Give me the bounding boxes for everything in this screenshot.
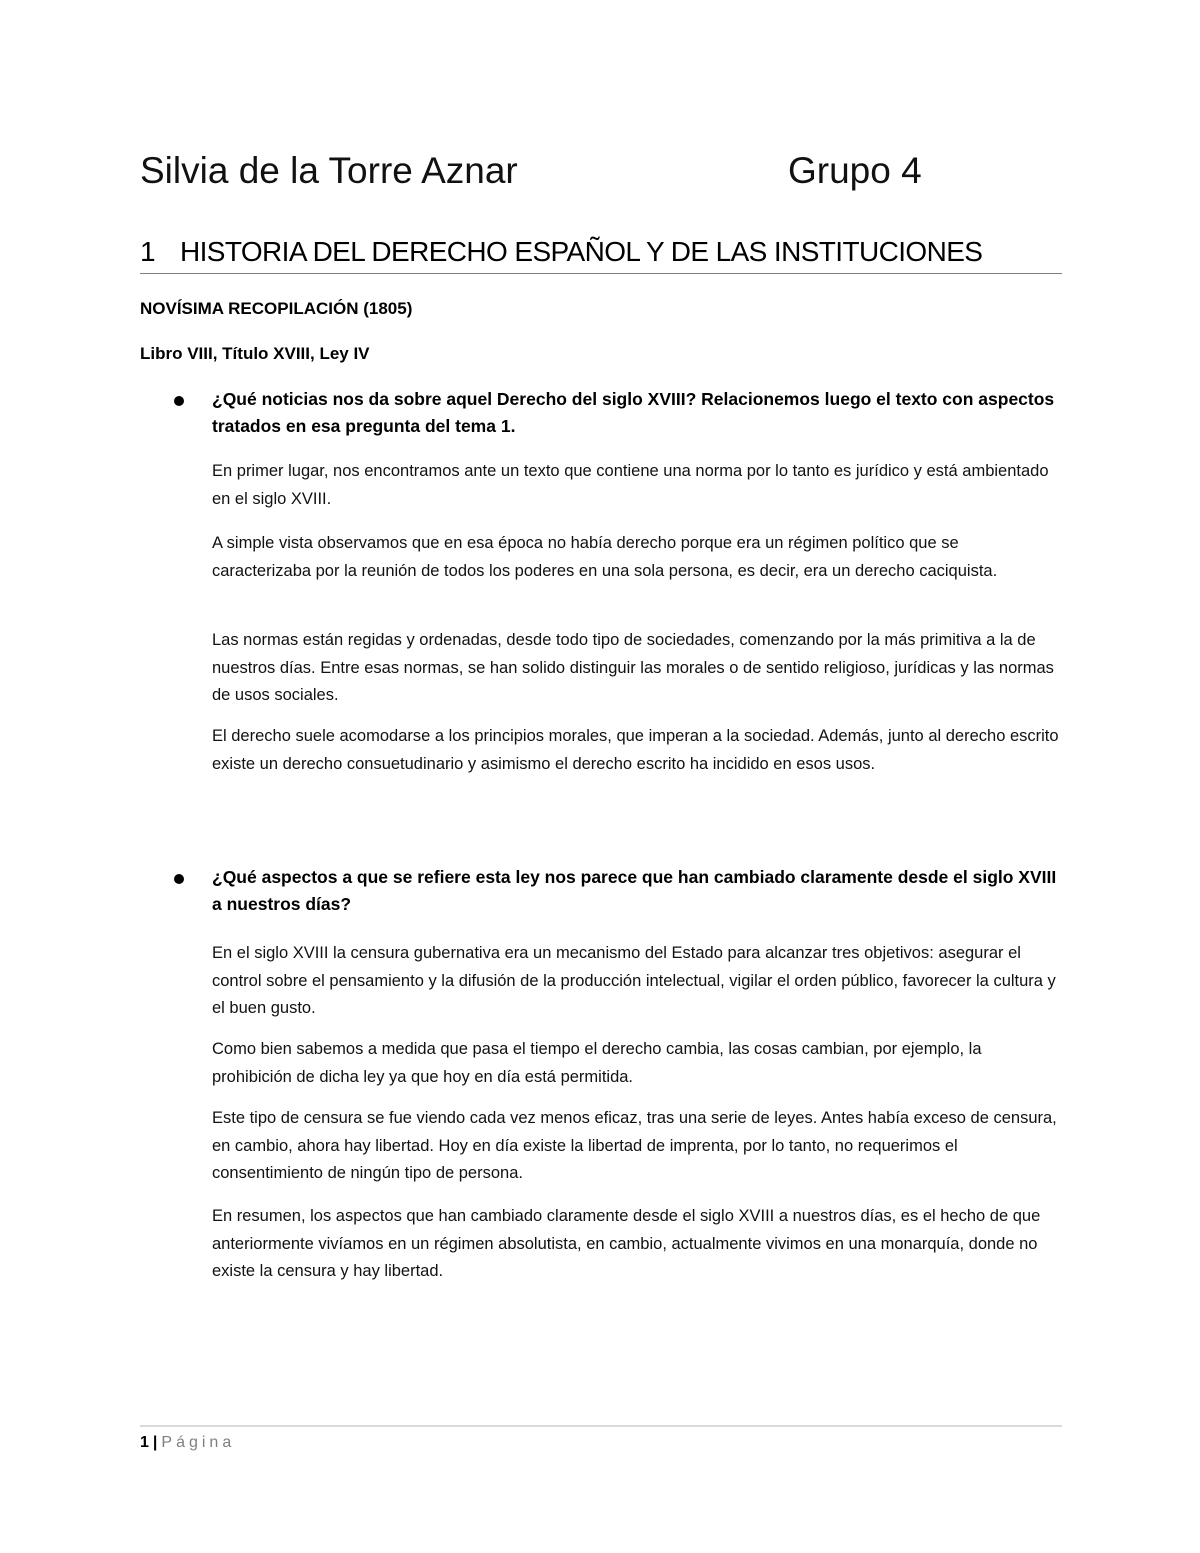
answer-paragraph: En primer lugar, nos encontramos ante un texto que contiene una norma por lo tanto es jurídico y está ambientado en el siglo XVIII. [212, 462, 1049, 508]
heading-title: HISTORIA DEL DERECHO ESPAÑOL Y DE LAS INSTITUCIONES [180, 236, 983, 267]
page-footer [140, 1431, 235, 1455]
page-number: 1 [140, 1434, 149, 1451]
group-label: Grupo 4 [788, 150, 922, 191]
document-title [140, 148, 1060, 194]
answer-paragraph: Las normas están regidas y ordenadas, desde todo tipo de sociedades, comenzando por la más primitiva a la de nuestros días. Entre esas normas, se han solido distinguir las morales o de sentido religioso, jurídicas y las normas de usos sociales. [212, 631, 1054, 704]
answer-paragraph: En el siglo XVIII la censura gubernativa era un mecanismo del Estado para alcanzar tres objetivos: asegurar el control sobre el pensamiento y la difusión de la producción intelectual, vigilar el orden público, favorecer la cultura y el buen gusto. [212, 944, 1056, 1017]
answer-paragraph: A simple vista observamos que en esa época no había derecho porque era un régimen político que se caracterizaba por la reunión de todos los poderes en una sola persona, es decir, era un derecho caciquista. [212, 534, 998, 580]
answer-paragraph: En resumen, los aspectos que han cambiado claramente desde el siglo XVIII a nuestros días, es el hecho de que anteriormente vivíamos en un régimen absolutista, en cambio, actualmente vivimos en una monarquía, donde no existe la censura y hay libertad. [212, 1207, 1041, 1280]
footer-separator: | [152, 1434, 158, 1451]
question-1: ¿Qué noticias nos da sobre aquel Derecho del siglo XVIII? Relacionemos luego el texto con aspectos tratados en esa pregunta del tema 1. [212, 389, 1055, 436]
answer-paragraph: El derecho suele acomodarse a los principios morales, que imperan a la sociedad. Además, junto al derecho escrito existe un derecho consuetudinario y asimismo el derecho escrito ha incidido en esos usos. [212, 727, 1059, 773]
section-heading [140, 232, 1062, 274]
answer-paragraph: Este tipo de censura se fue viendo cada vez menos eficaz, tras una serie de leyes. Antes había exceso de censura, en cambio, ahora hay libertad. Hoy en día existe la libertad de imprenta, por lo tanto, no requerimos el consentimiento de ningún tipo de persona. [212, 1109, 1057, 1182]
bullet-icon [174, 874, 184, 884]
answer-paragraph: Como bien sabemos a medida que pasa el tiempo el derecho cambia, las cosas cambian, por ejemplo, la prohibición de dicha ley ya que hoy en día está permitida. [212, 1040, 982, 1086]
subheading-reference: Libro VIII, Título XVIII, Ley IV [140, 344, 370, 363]
author-name: Silvia de la Torre Aznar [140, 150, 518, 191]
page-label: Página [161, 1434, 236, 1451]
subheading-source: NOVÍSIMA RECOPILACIÓN (1805) [140, 299, 413, 318]
heading-number: 1 [140, 236, 155, 267]
bullet-icon [174, 396, 184, 406]
question-2: ¿Qué aspectos a que se refiere esta ley nos parece que han cambiado claramente desde el siglo XVIII a nuestros días? [212, 867, 1057, 914]
footer-divider [140, 1425, 1062, 1427]
